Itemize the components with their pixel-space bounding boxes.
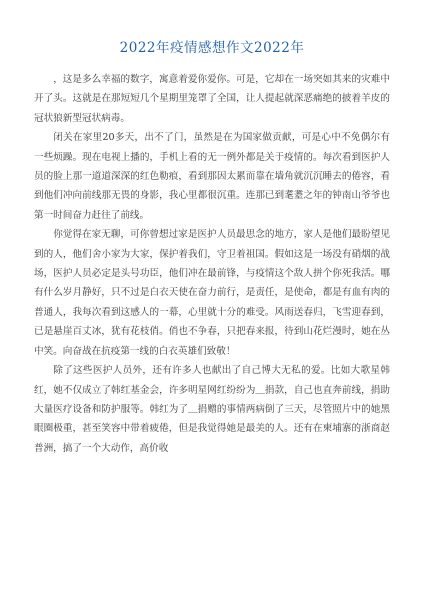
- paragraph-1: ，这是多么幸福的数字，寓意着爱你爱你。可是，它却在一场突如其来的灾难中开了头。这就是在那短短几个星期里笼罩了全国，让人提起就深恶痛绝的披着羊皮的冠状狼新型冠状病毒。: [34, 74, 390, 124]
- paragraph-2: 闭关在家里20多天，出不了门，虽然是在为国家做贡献，可是心中不免偶尔有一些烦躁。现在电视上播的，手机上看的无一例外都是关于疫情的。每次看到医护人员的脸上那一道道深深的红色勒痕，看到那因太累而靠在墙角就沉沉睡去的倦容，看到他们冲向前线那无畏的身影，我心里都很沉重。连那已到耄耋之年的钟南山爷爷也第一时间奋力赶往了前线。: [34, 132, 390, 221]
- paragraph-3: 你觉得在家无聊，可你曾想过家是医护人员最思念的地方，家人是他们最盼望见到的人，他们舍小家为大家，保护着我们，守卫着祖国。假如这是一场没有硝烟的战场，医护人员必定是头号功臣，他们冲在最前锋，与疫情这个敌人拼个你死我活。哪有什么岁月静好，只不过是白衣天使在奋力前行，是责任，是使命，都是有血有肉的普通人，我每次看到这感人的一幕，心里就十分的难受。风雨送春归，飞雪迎春到，已是悬崖百丈冰，犹有花枝俏。俏也不争春，只把春来报，待到山花烂漫时，她在丛中笑。向奋战在抗疫第一线的白衣英雄们致敬！: [34, 229, 390, 357]
- paragraph-4: 除了这些医护人员外，还有许多人也献出了自己博大无私的爱。比如大歌星韩红，她不仅成立了韩红基金会，许多明星网红纷纷为＿捐款，自己也直奔前线，捐助大量医疗设备和防护服等。韩红为了＿捐赠的事情两病倒了三天，尽管照片中的她黑眼圈极重，甚至笑容中带着疲倦，但是我觉得她是最美的人。还有在柬埔寨的浙商赵普洲，搞了一个大动作，高价收: [34, 365, 390, 454]
- document-title: 2022年疫情感想作文2022年: [119, 40, 305, 56]
